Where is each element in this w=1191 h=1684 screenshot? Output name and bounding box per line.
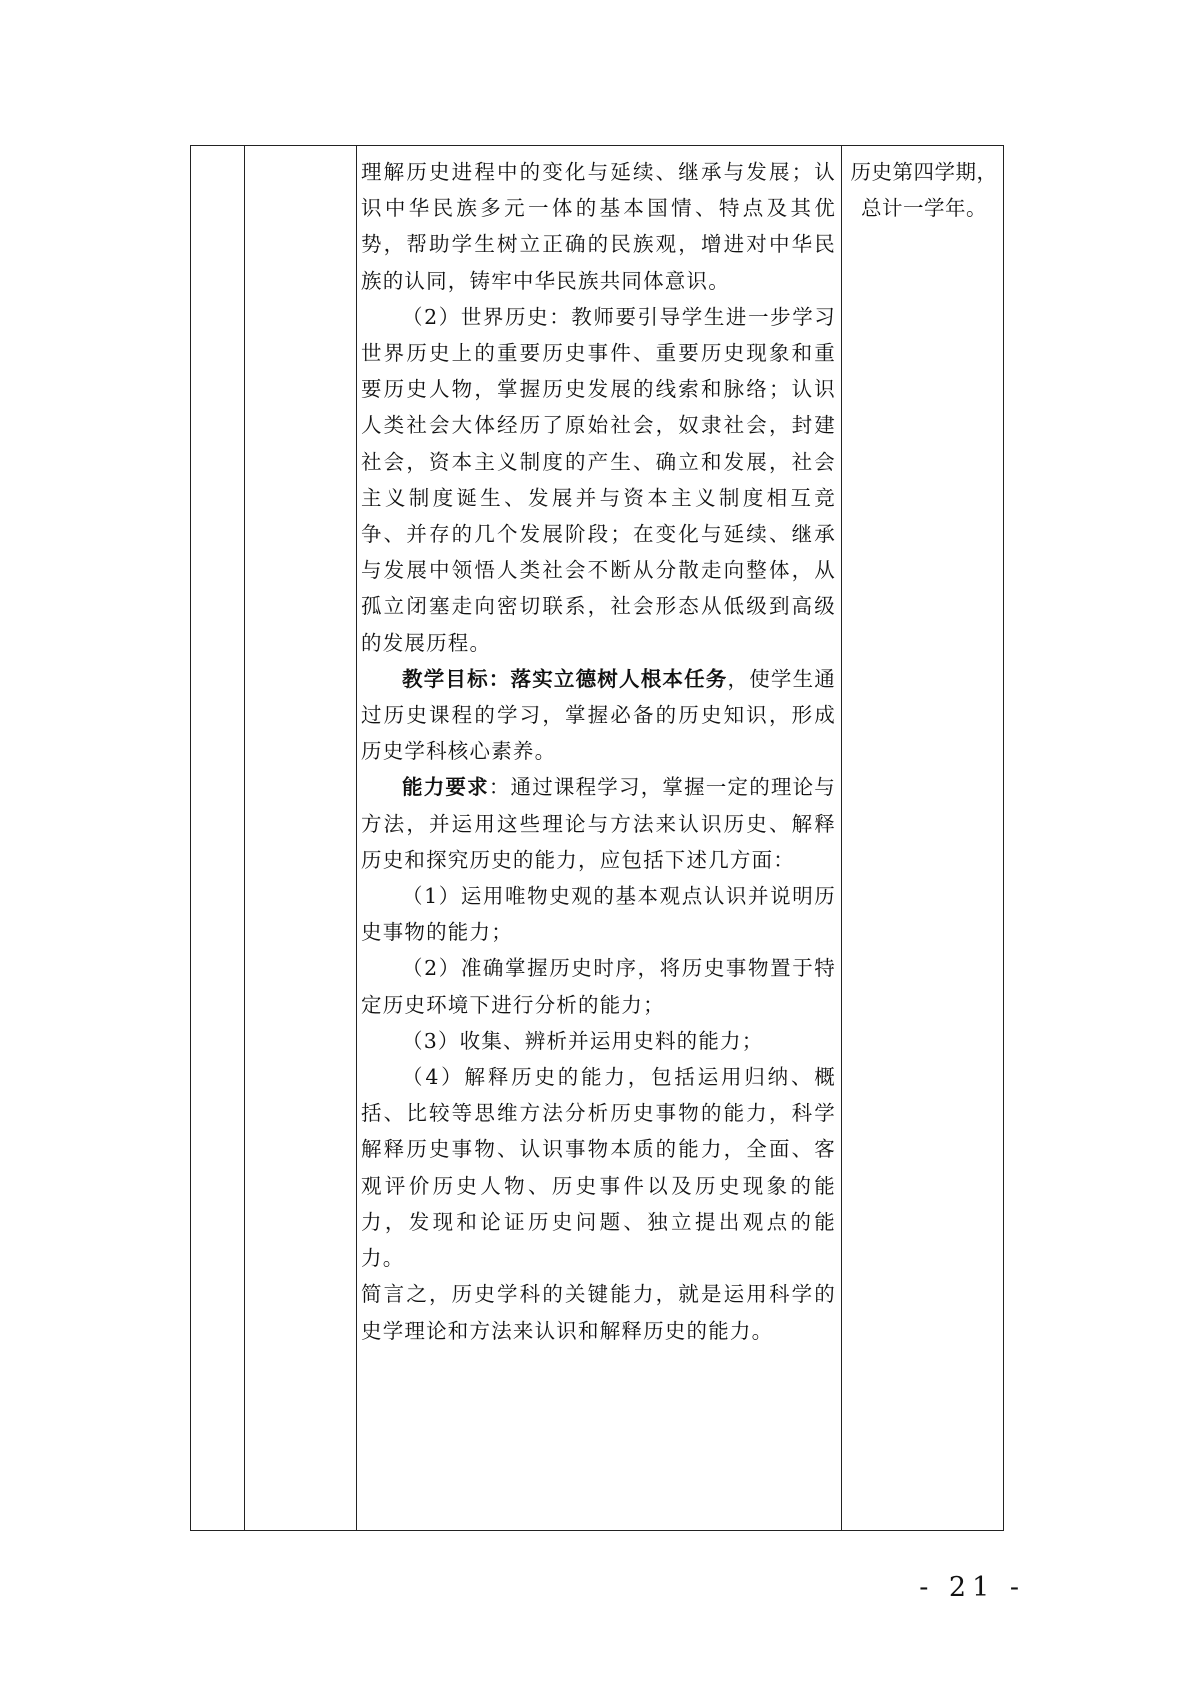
ability-item-2: （2）准确掌握历史时序，将历史事物置于特定历史环境下进行分析的能力； bbox=[361, 956, 836, 1017]
teaching-goal-text: ，使学生通过历史课程的学习，掌握必备的历史知识，形成历史学科核心素养。 bbox=[361, 666, 836, 764]
remark-cell: 历史第四学期，总计一学年。 bbox=[850, 160, 998, 221]
ability-item-3: （3）收集、辨析并运用史料的能力； bbox=[402, 1028, 764, 1053]
ability-requirement-text: ：通过课程学习，掌握一定的理论与方法，并运用这些理论与方法来认识历史、解释历史和探究历史的能力，应包括下述几方面： bbox=[361, 775, 837, 872]
page-number: - 21 - bbox=[919, 1572, 1025, 1603]
paragraph-summary: 简言之，历史学科的关键能力，就是运用科学的史学理论和方法来认识和解释历史的能力。 bbox=[361, 1282, 836, 1343]
ability-item-1: （1）运用唯物史观的基本观点认识并说明历史事物的能力； bbox=[361, 884, 836, 945]
paragraph-ability-requirement bbox=[361, 769, 836, 878]
ability-requirement-label: 能力要求 bbox=[402, 775, 489, 800]
column-divider-3 bbox=[841, 146, 842, 1530]
paragraph-world-history: （2）世界历史：教师要引导学生进一步学习世界历史上的重要历史事件、重要历史现象和重要历史人物，掌握历史发展的线索和脉络；认识人类社会大体经历了原始社会，奴隶社会，封建社会，资本主义制度的产生、确立和发展，社会主义制度诞生、发展并与资本主义制度相互竞争、并存的几个发展阶段；在变化与延续、继承与发展中领悟人类社会不断从分散走向整体，从孤立闭塞走向密切联系，社会形态从低级到高级的发展历程。 bbox=[361, 304, 836, 655]
ability-item-4: （4）解释历史的能力，包括运用归纳、概括、比较等思维方法分析历史事物的能力，科学解释历史事物、认识事物本质的能力，全面、客观评价历史人物、历史事件以及历史现象的能力，发现和论证历史问题、独立提出观点的能力。 bbox=[361, 1065, 836, 1271]
column-divider-2 bbox=[356, 146, 357, 1530]
teaching-goal-label: 教学目标：落实立德树人根本任务 bbox=[402, 666, 728, 691]
paragraph-teaching-goal bbox=[361, 661, 836, 770]
column-divider-1 bbox=[244, 146, 245, 1530]
content-cell bbox=[361, 154, 836, 1349]
course-table bbox=[190, 145, 1004, 1531]
paragraph-chinese-history: 理解历史进程中的变化与延续、继承与发展；认识中华民族多元一体的基本国情、特点及其优势，帮助学生树立正确的民族观，增进对中华民族的认同，铸牢中华民族共同体意识。 bbox=[361, 160, 836, 293]
